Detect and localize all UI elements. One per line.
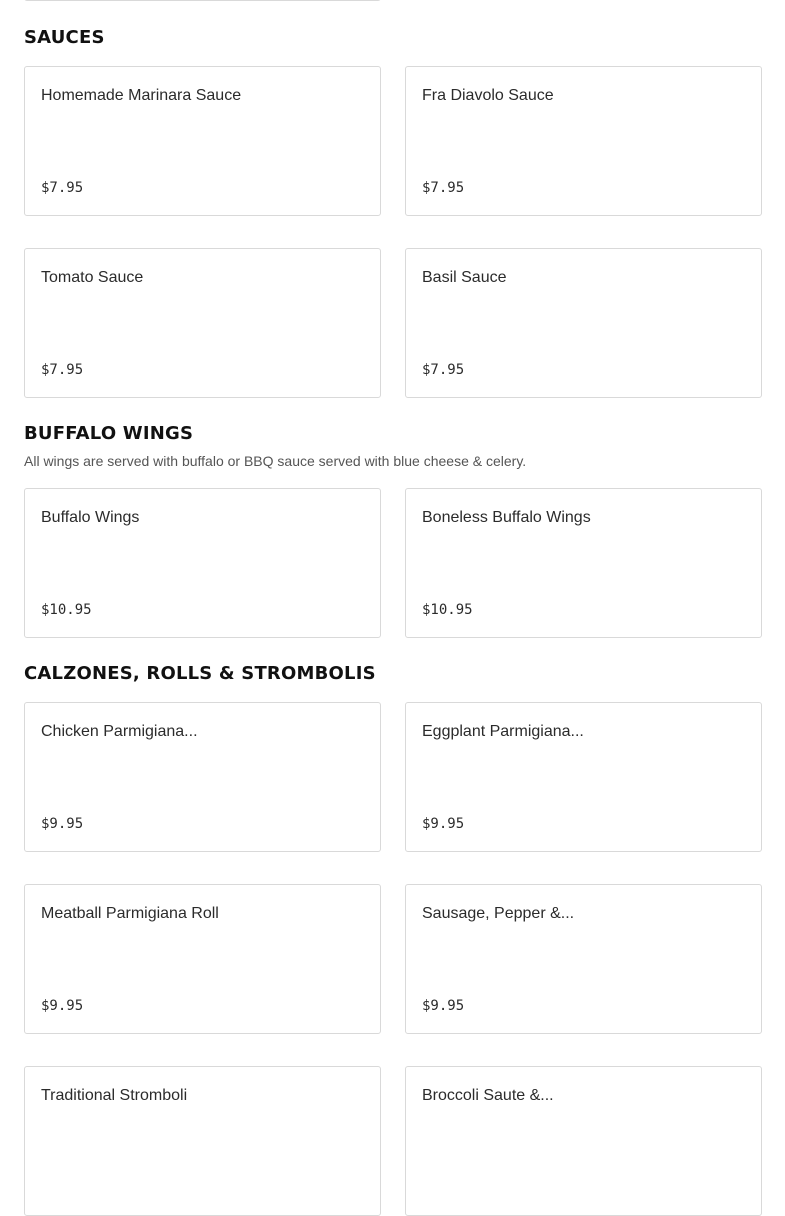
item-name: Boneless Buffalo Wings xyxy=(422,509,591,526)
menu-item-card[interactable] xyxy=(405,1066,762,1216)
item-name: Traditional Stromboli xyxy=(41,1087,188,1104)
item-price: $7.95 xyxy=(422,180,465,196)
item-name: Chicken Parmigiana... xyxy=(41,723,198,740)
item-price: $7.95 xyxy=(41,362,84,378)
item-name: Meatball Parmigiana Roll xyxy=(41,905,219,922)
menu-item-card[interactable] xyxy=(405,248,762,398)
item-name: Buffalo Wings xyxy=(41,509,140,526)
menu-item-card[interactable] xyxy=(405,884,762,1034)
menu-item-card[interactable] xyxy=(405,702,762,852)
menu-item-card[interactable] xyxy=(24,66,381,216)
item-price: $9.95 xyxy=(422,816,465,832)
item-name: Fra Diavolo Sauce xyxy=(422,87,554,104)
item-price: $7.95 xyxy=(422,362,465,378)
menu-item-card[interactable] xyxy=(24,1066,381,1216)
item-name: Tomato Sauce xyxy=(41,269,144,286)
menu-item-card[interactable] xyxy=(24,248,381,398)
menu-item-card[interactable] xyxy=(24,884,381,1034)
item-price: $7.95 xyxy=(41,180,84,196)
item-price: $9.95 xyxy=(422,998,465,1014)
menu-item-card[interactable] xyxy=(24,702,381,852)
item-price: $9.95 xyxy=(41,816,84,832)
item-price: $10.95 xyxy=(422,602,473,618)
item-price: $9.95 xyxy=(41,998,84,1014)
section-heading-buffalo-wings: BUFFALO WINGS xyxy=(24,423,194,444)
item-name: Homemade Marinara Sauce xyxy=(41,87,242,104)
menu-item-card[interactable] xyxy=(24,488,381,638)
menu-item-card[interactable] xyxy=(405,66,762,216)
item-price: $10.95 xyxy=(41,602,92,618)
menu-item-card[interactable] xyxy=(24,0,381,1)
item-name: Eggplant Parmigiana... xyxy=(422,723,584,740)
item-name: Broccoli Saute &... xyxy=(422,1087,554,1104)
section-heading-calzones: CALZONES, ROLLS & STROMBOLIS xyxy=(24,663,376,684)
item-name: Sausage, Pepper &... xyxy=(422,905,575,922)
menu-item-card[interactable] xyxy=(405,488,762,638)
item-name: Basil Sauce xyxy=(422,269,507,286)
section-description: All wings are served with buffalo or BBQ sauce served with blue cheese & celery. xyxy=(24,453,527,469)
section-heading-sauces: SAUCES xyxy=(24,27,105,48)
